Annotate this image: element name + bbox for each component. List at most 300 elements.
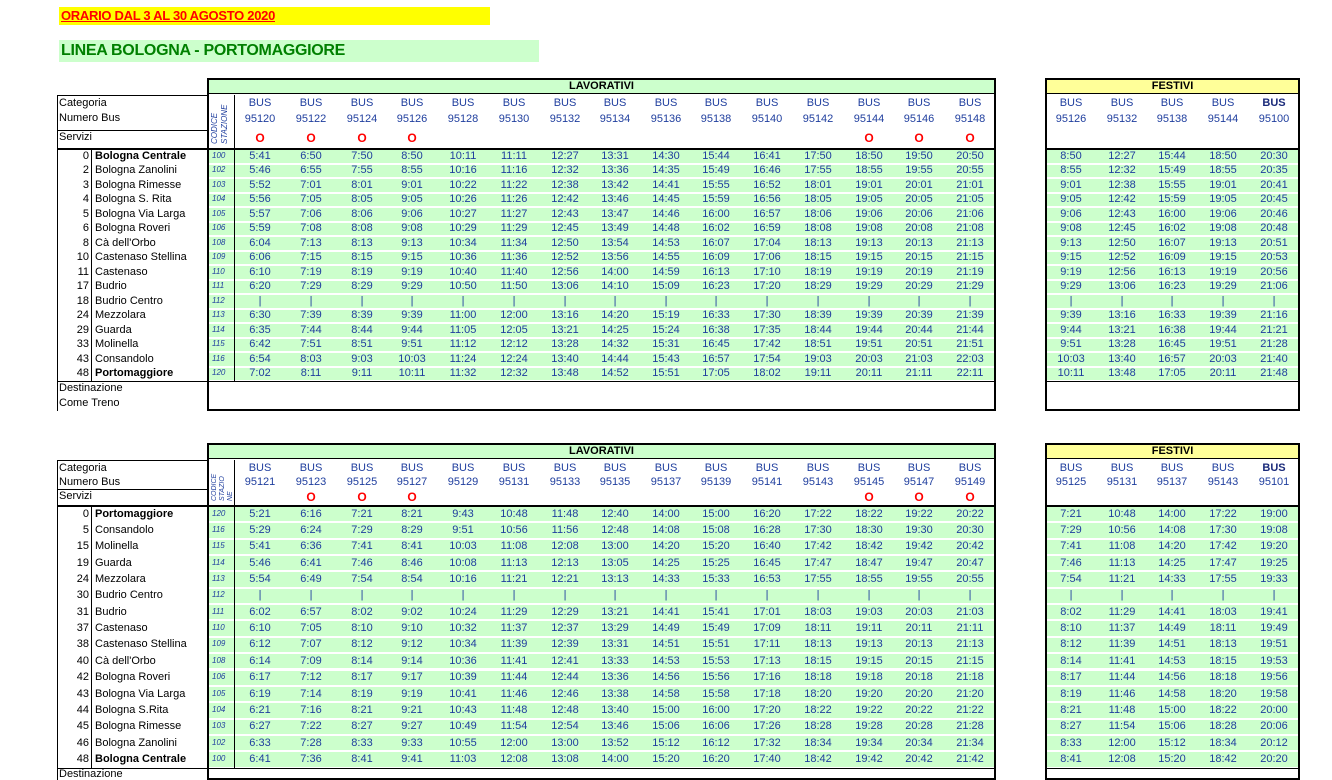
departure-time: 8:02 — [1060, 605, 1082, 618]
category-bus: BUS — [755, 462, 779, 474]
departure-time: 14:41 — [652, 178, 680, 191]
departure-time: 16:45 — [702, 338, 730, 351]
stop-name: Guarda — [95, 323, 132, 336]
departure-time: 14:56 — [1158, 671, 1186, 684]
stop-km: 10 — [76, 251, 89, 264]
departure-time: 6:16 — [300, 507, 322, 520]
service-mark: O — [255, 131, 265, 145]
departure-time: 17:09 — [753, 622, 781, 635]
stop-km: 45 — [76, 720, 89, 733]
code-header-3: NE — [227, 491, 234, 501]
departure-time: 6:12 — [249, 638, 271, 651]
departure-time: 16:23 — [702, 280, 730, 293]
bus-number: 95124 — [346, 113, 378, 125]
stop-name: Castenaso — [95, 622, 148, 635]
departure-time: 19:11 — [855, 622, 883, 635]
departure-time: 9:29 — [401, 280, 423, 293]
departure-time: 13:29 — [601, 622, 629, 635]
departure-time: 9:02 — [401, 605, 423, 618]
departure-time: 12:08 — [500, 752, 528, 765]
departure-time: 14:00 — [601, 265, 629, 278]
bus-number: 95143 — [802, 476, 834, 488]
departure-time: 20:55 — [956, 164, 984, 177]
departure-time: 7:36 — [300, 752, 322, 765]
departure-time: 7:21 — [351, 507, 373, 520]
departure-time: 15:41 — [702, 605, 730, 618]
stop-km: 3 — [82, 178, 89, 191]
departure-time: 6:10 — [249, 622, 271, 635]
departure-time: 20:34 — [905, 736, 933, 749]
departure-time: 17:30 — [804, 524, 832, 537]
departure-time: 17:06 — [753, 251, 781, 264]
departure-time: 10:56 — [500, 524, 528, 537]
departure-time: 9:19 — [401, 265, 423, 278]
departure-time: 10:40 — [449, 265, 477, 278]
departure-time: 21:11 — [956, 622, 984, 635]
departure-time: 15:12 — [652, 736, 680, 749]
stop-code: 114 — [212, 557, 225, 567]
departure-time: 21:13 — [956, 638, 984, 651]
departure-time: 11:24 — [449, 352, 477, 365]
bus-number: 95120 — [244, 113, 276, 125]
departure-time: 16:09 — [1158, 251, 1186, 264]
departure-time: 16:28 — [753, 524, 781, 537]
departure-time: 14:00 — [652, 507, 680, 520]
departure-time: 8:33 — [351, 736, 373, 749]
departure-time: 17:05 — [1158, 367, 1186, 380]
departure-time: 12:41 — [551, 654, 579, 667]
departure-time: | — [867, 589, 871, 602]
stop-km: 40 — [76, 654, 89, 667]
departure-time: 18:29 — [804, 280, 832, 293]
code-header-2: STAZIO — [219, 476, 226, 501]
festivi-header: FESTIVI — [1045, 443, 1300, 459]
departure-time: 19:11 — [804, 367, 832, 380]
departure-time: 12:50 — [551, 236, 579, 249]
timetable-bologna-portomaggiore — [0, 78, 1332, 418]
category-bus: BUS — [1160, 462, 1184, 474]
departure-time: 10:36 — [449, 251, 477, 264]
bus-number: 95137 — [1156, 476, 1188, 488]
departure-time: 12:48 — [601, 524, 629, 537]
departure-time: 17:54 — [753, 352, 781, 365]
departure-time: 14:48 — [652, 222, 680, 235]
departure-time: 6:20 — [249, 280, 271, 293]
departure-time: 14:00 — [601, 752, 629, 765]
departure-time: 19:39 — [1209, 309, 1237, 322]
departure-time: 17:20 — [753, 280, 781, 293]
departure-time: 11:32 — [449, 367, 477, 380]
departure-time: 14:44 — [601, 352, 629, 365]
stop-km: 8 — [82, 236, 89, 249]
departure-time: 13:16 — [1108, 309, 1136, 322]
departure-time: 15:33 — [702, 573, 730, 586]
stop-name: Cà dell'Orbo — [95, 236, 156, 249]
departure-time: 11:16 — [500, 164, 528, 177]
festivi-header: FESTIVI — [1045, 78, 1300, 94]
departure-time: 14:58 — [652, 687, 680, 700]
departure-time: 19:34 — [855, 736, 883, 749]
categoria-label: Categoria — [59, 462, 107, 474]
stop-km: 48 — [76, 367, 89, 380]
departure-time: 13:40 — [551, 352, 579, 365]
departure-time: 13:40 — [601, 703, 629, 716]
departure-time: 10:27 — [449, 207, 477, 220]
stop-km: 6 — [82, 222, 89, 235]
departure-time: 19:51 — [1209, 338, 1237, 351]
departure-time: 12:44 — [551, 671, 579, 684]
departure-time: 20:35 — [1260, 164, 1288, 177]
departure-time: 17:22 — [804, 507, 832, 520]
bus-number: 95146 — [903, 113, 935, 125]
departure-time: 20:06 — [1260, 720, 1288, 733]
departure-time: 10:56 — [1108, 524, 1136, 537]
departure-time: 20:05 — [905, 193, 933, 206]
departure-time: 13:56 — [601, 251, 629, 264]
departure-time: 7:44 — [300, 323, 322, 336]
departure-time: 19:50 — [905, 149, 933, 162]
category-bus: BUS — [755, 97, 779, 109]
departure-time: 6:36 — [300, 540, 322, 553]
departure-time: 6:27 — [249, 720, 271, 733]
departure-time: | — [917, 294, 921, 307]
stop-code: 106 — [212, 672, 226, 682]
departure-time: 14:33 — [652, 573, 680, 586]
departure-time: 5:54 — [249, 573, 271, 586]
category-bus: BUS — [1211, 462, 1235, 474]
departure-time: 19:47 — [905, 556, 933, 569]
departure-time: 9:39 — [1060, 309, 1082, 322]
category-bus: BUS — [806, 97, 830, 109]
departure-time: 18:15 — [804, 654, 832, 667]
departure-time: 11:27 — [500, 207, 528, 220]
departure-time: 20:51 — [905, 338, 933, 351]
departure-time: 18:39 — [804, 309, 832, 322]
departure-time: 21:15 — [956, 654, 984, 667]
departure-time: 18:03 — [804, 605, 832, 618]
departure-time: 6:19 — [249, 687, 271, 700]
departure-time: 5:46 — [249, 556, 271, 569]
bus-number: 95133 — [549, 476, 581, 488]
departure-time: 8:41 — [401, 540, 423, 553]
departure-time: 21:03 — [905, 352, 933, 365]
stop-code: 115 — [212, 541, 225, 551]
departure-time: 11:39 — [1108, 638, 1136, 651]
departure-time: 12:38 — [1108, 178, 1136, 191]
departure-time: 12:32 — [551, 164, 579, 177]
departure-time: 9:27 — [401, 720, 423, 733]
departure-time: 14:55 — [652, 251, 680, 264]
departure-time: 11:13 — [500, 556, 528, 569]
departure-time: 10:11 — [1057, 367, 1085, 380]
departure-time: 8:17 — [351, 671, 373, 684]
service-mark: O — [407, 131, 417, 145]
departure-time: 21:29 — [956, 280, 984, 293]
departure-time: 12:42 — [551, 193, 579, 206]
departure-time: 18:28 — [804, 720, 832, 733]
departure-time: 14:20 — [1158, 540, 1186, 553]
departure-time: 8:27 — [351, 720, 373, 733]
departure-time: 17:16 — [753, 671, 781, 684]
departure-time: 12:08 — [1108, 752, 1136, 765]
departure-time: 11:48 — [551, 507, 579, 520]
stop-name: Bologna Zanolini — [95, 164, 177, 177]
stop-name: Mezzolara — [95, 573, 146, 586]
bus-number: 95148 — [954, 113, 986, 125]
departure-time: 10:36 — [449, 654, 477, 667]
departure-time: 16:00 — [702, 703, 730, 716]
departure-time: 9:44 — [401, 323, 423, 336]
departure-time: 20:50 — [956, 149, 984, 162]
stop-name: Bologna Zanolini — [95, 736, 177, 749]
departure-time: | — [664, 294, 668, 307]
departure-time: 17:55 — [1209, 573, 1237, 586]
departure-time: 6:21 — [249, 703, 271, 716]
bus-number: 95132 — [549, 113, 581, 125]
departure-time: 18:18 — [1209, 671, 1237, 684]
departure-time: 15:20 — [1158, 752, 1186, 765]
departure-time: 19:13 — [855, 638, 883, 651]
departure-time: | — [867, 294, 871, 307]
departure-time: 10:22 — [449, 178, 477, 191]
departure-time: 19:01 — [1209, 178, 1237, 191]
departure-time: 17:11 — [753, 638, 781, 651]
departure-time: 14:20 — [601, 309, 629, 322]
departure-time: 12:50 — [1108, 236, 1136, 249]
bus-number: 95126 — [1055, 113, 1087, 125]
departure-time: 12:42 — [1108, 193, 1136, 206]
departure-time: 8:15 — [351, 251, 373, 264]
departure-time: 9:08 — [401, 222, 423, 235]
departure-time: 9:01 — [401, 178, 423, 191]
stop-code: 109 — [212, 252, 226, 262]
departure-time: 7:15 — [300, 251, 322, 264]
departure-time: 18:15 — [1209, 654, 1237, 667]
departure-time: 17:42 — [753, 338, 781, 351]
category-bus: BUS — [400, 462, 424, 474]
lavorativi-header: LAVORATIVI — [207, 78, 996, 94]
category-bus: BUS — [654, 462, 678, 474]
departure-time: 18:30 — [855, 524, 883, 537]
stop-code: 102 — [212, 737, 226, 747]
departure-time: 13:38 — [601, 687, 629, 700]
departure-time: 10:16 — [449, 164, 477, 177]
departure-time: 16:40 — [753, 540, 781, 553]
departure-time: | — [309, 294, 313, 307]
departure-time: 13:49 — [601, 222, 629, 235]
departure-time: 18:08 — [804, 222, 832, 235]
departure-time: 20:03 — [1209, 352, 1237, 365]
departure-time: 20:08 — [905, 222, 933, 235]
departure-time: 17:50 — [804, 149, 832, 162]
stop-name: Consandolo — [95, 524, 154, 537]
stop-code: 102 — [212, 165, 226, 175]
stop-code: 104 — [212, 194, 226, 204]
departure-time: 20:12 — [1260, 736, 1288, 749]
departure-time: 12:45 — [1108, 222, 1136, 235]
departure-time: 7:51 — [300, 338, 322, 351]
departure-time: 21:48 — [1260, 367, 1288, 380]
departure-time: 10:34 — [449, 638, 477, 651]
departure-time: | — [1120, 589, 1124, 602]
category-bus: BUS — [1110, 97, 1134, 109]
service-mark: O — [864, 490, 874, 504]
departure-time: 7:14 — [300, 687, 322, 700]
departure-time: 6:24 — [300, 524, 322, 537]
departure-time: 17:40 — [753, 752, 781, 765]
departure-time: 12:27 — [1108, 149, 1136, 162]
departure-time: 18:02 — [753, 367, 781, 380]
departure-time: 9:21 — [401, 703, 423, 716]
departure-time: 12:43 — [1108, 207, 1136, 220]
departure-time: 21:08 — [956, 222, 984, 235]
departure-time: 17:20 — [753, 703, 781, 716]
departure-time: 7:05 — [300, 622, 322, 635]
departure-time: 9:39 — [401, 309, 423, 322]
service-mark: O — [914, 131, 924, 145]
departure-time: 14:08 — [652, 524, 680, 537]
stop-code: 115 — [212, 339, 225, 349]
departure-time: 17:55 — [804, 573, 832, 586]
departure-time: 15:06 — [1158, 720, 1186, 733]
departure-time: 6:57 — [300, 605, 322, 618]
departure-time: 9:06 — [401, 207, 423, 220]
departure-time: 13:48 — [551, 367, 579, 380]
departure-time: 11:34 — [500, 236, 528, 249]
departure-time: | — [410, 294, 414, 307]
departure-time: 11:21 — [500, 573, 528, 586]
stop-code: 100 — [212, 753, 226, 763]
departure-time: 15:12 — [1158, 736, 1186, 749]
departure-time: 19:08 — [1209, 222, 1237, 235]
departure-time: 8:19 — [1060, 687, 1082, 700]
stop-code: 116 — [212, 525, 225, 535]
departure-time: 13:00 — [601, 540, 629, 553]
departure-time: 7:29 — [351, 524, 373, 537]
departure-time: 13:31 — [601, 149, 629, 162]
departure-time: 11:21 — [1108, 573, 1136, 586]
departure-time: 12:52 — [1108, 251, 1136, 264]
category-bus: BUS — [502, 97, 526, 109]
departure-time: 21:05 — [956, 193, 984, 206]
departure-time: | — [410, 589, 414, 602]
departure-time: 18:18 — [804, 671, 832, 684]
stop-code: 108 — [212, 655, 226, 665]
stop-name: Guarda — [95, 556, 132, 569]
departure-time: 17:26 — [753, 720, 781, 733]
departure-time: 18:13 — [804, 236, 832, 249]
departure-time: 12:00 — [500, 309, 528, 322]
bus-number: 95122 — [295, 113, 327, 125]
departure-time: 19:51 — [855, 338, 883, 351]
service-mark: O — [965, 131, 975, 145]
departure-time: 10:08 — [449, 556, 477, 569]
departure-time: 19:13 — [855, 236, 883, 249]
departure-time: 10:39 — [449, 671, 477, 684]
departure-time: 20:55 — [956, 573, 984, 586]
departure-time: 20:03 — [905, 605, 933, 618]
departure-time: 14:10 — [601, 280, 629, 293]
stop-km: 24 — [76, 573, 89, 586]
departure-time: 18:50 — [1209, 149, 1237, 162]
departure-time: 8:17 — [1060, 671, 1082, 684]
departure-time: 11:12 — [449, 338, 477, 351]
departure-time: 8:02 — [351, 605, 373, 618]
category-bus: BUS — [806, 462, 830, 474]
stop-code: 103 — [212, 179, 226, 189]
departure-time: 5:29 — [249, 524, 271, 537]
departure-time: 19:03 — [855, 605, 883, 618]
departure-time: 15:51 — [702, 638, 730, 651]
departure-time: 10:34 — [449, 236, 477, 249]
departure-time: 19:05 — [1209, 193, 1237, 206]
stop-name: Castenaso Stellina — [95, 638, 187, 651]
come-treno-label: Come Treno — [59, 397, 120, 409]
departure-time: 12:38 — [551, 178, 579, 191]
departure-time: 6:10 — [249, 265, 271, 278]
departure-time: 19:25 — [1260, 556, 1288, 569]
departure-time: 8:10 — [1060, 622, 1082, 635]
departure-time: 16:13 — [1158, 265, 1186, 278]
departure-time: 12:45 — [551, 222, 579, 235]
bus-number: 95138 — [700, 113, 732, 125]
departure-time: 11:37 — [1108, 622, 1136, 635]
departure-time: 12:54 — [551, 720, 579, 733]
departure-time: 6:41 — [249, 752, 271, 765]
stop-km: 11 — [77, 265, 89, 278]
departure-time: 19:15 — [1209, 251, 1237, 264]
bus-number: 95131 — [498, 476, 530, 488]
category-bus: BUS — [603, 462, 627, 474]
bus-number: 95144 — [853, 113, 885, 125]
bus-number: 95130 — [498, 113, 530, 125]
departure-time: 12:24 — [500, 352, 528, 365]
numero-bus-label: Numero Bus — [59, 476, 121, 488]
departure-time: 13:21 — [551, 323, 579, 336]
bus-number: 95135 — [599, 476, 631, 488]
departure-time: 11:44 — [1108, 671, 1136, 684]
departure-time: 14:45 — [652, 193, 680, 206]
departure-time: 13:40 — [1108, 352, 1136, 365]
departure-time: 8:41 — [1060, 752, 1082, 765]
departure-time: 12:32 — [1108, 164, 1136, 177]
category-bus: BUS — [553, 97, 577, 109]
departure-time: 15:25 — [702, 556, 730, 569]
departure-time: 19:55 — [905, 573, 933, 586]
departure-time: 11:44 — [500, 671, 528, 684]
stop-km: 44 — [76, 703, 89, 716]
departure-time: 8:14 — [1060, 654, 1082, 667]
departure-time: 17:22 — [1209, 507, 1237, 520]
departure-time: 10:03 — [1057, 352, 1085, 365]
departure-time: 12:13 — [551, 556, 579, 569]
bus-number: 95125 — [1055, 476, 1087, 488]
category-bus: BUS — [248, 462, 272, 474]
departure-time: 11:41 — [500, 654, 528, 667]
departure-time: 19:49 — [1260, 622, 1288, 635]
departure-time: 18:05 — [804, 193, 832, 206]
departure-time: 9:15 — [1060, 251, 1082, 264]
stop-code: 111 — [212, 281, 225, 291]
departure-time: 7:50 — [351, 149, 373, 162]
category-bus: BUS — [857, 462, 881, 474]
departure-time: 16:56 — [753, 193, 781, 206]
stop-name: Portomaggiore — [95, 507, 174, 520]
departure-time: 8:27 — [1060, 720, 1082, 733]
departure-time: 21:20 — [956, 687, 984, 700]
stop-code: 105 — [212, 688, 226, 698]
departure-time: 20:00 — [1260, 703, 1288, 716]
